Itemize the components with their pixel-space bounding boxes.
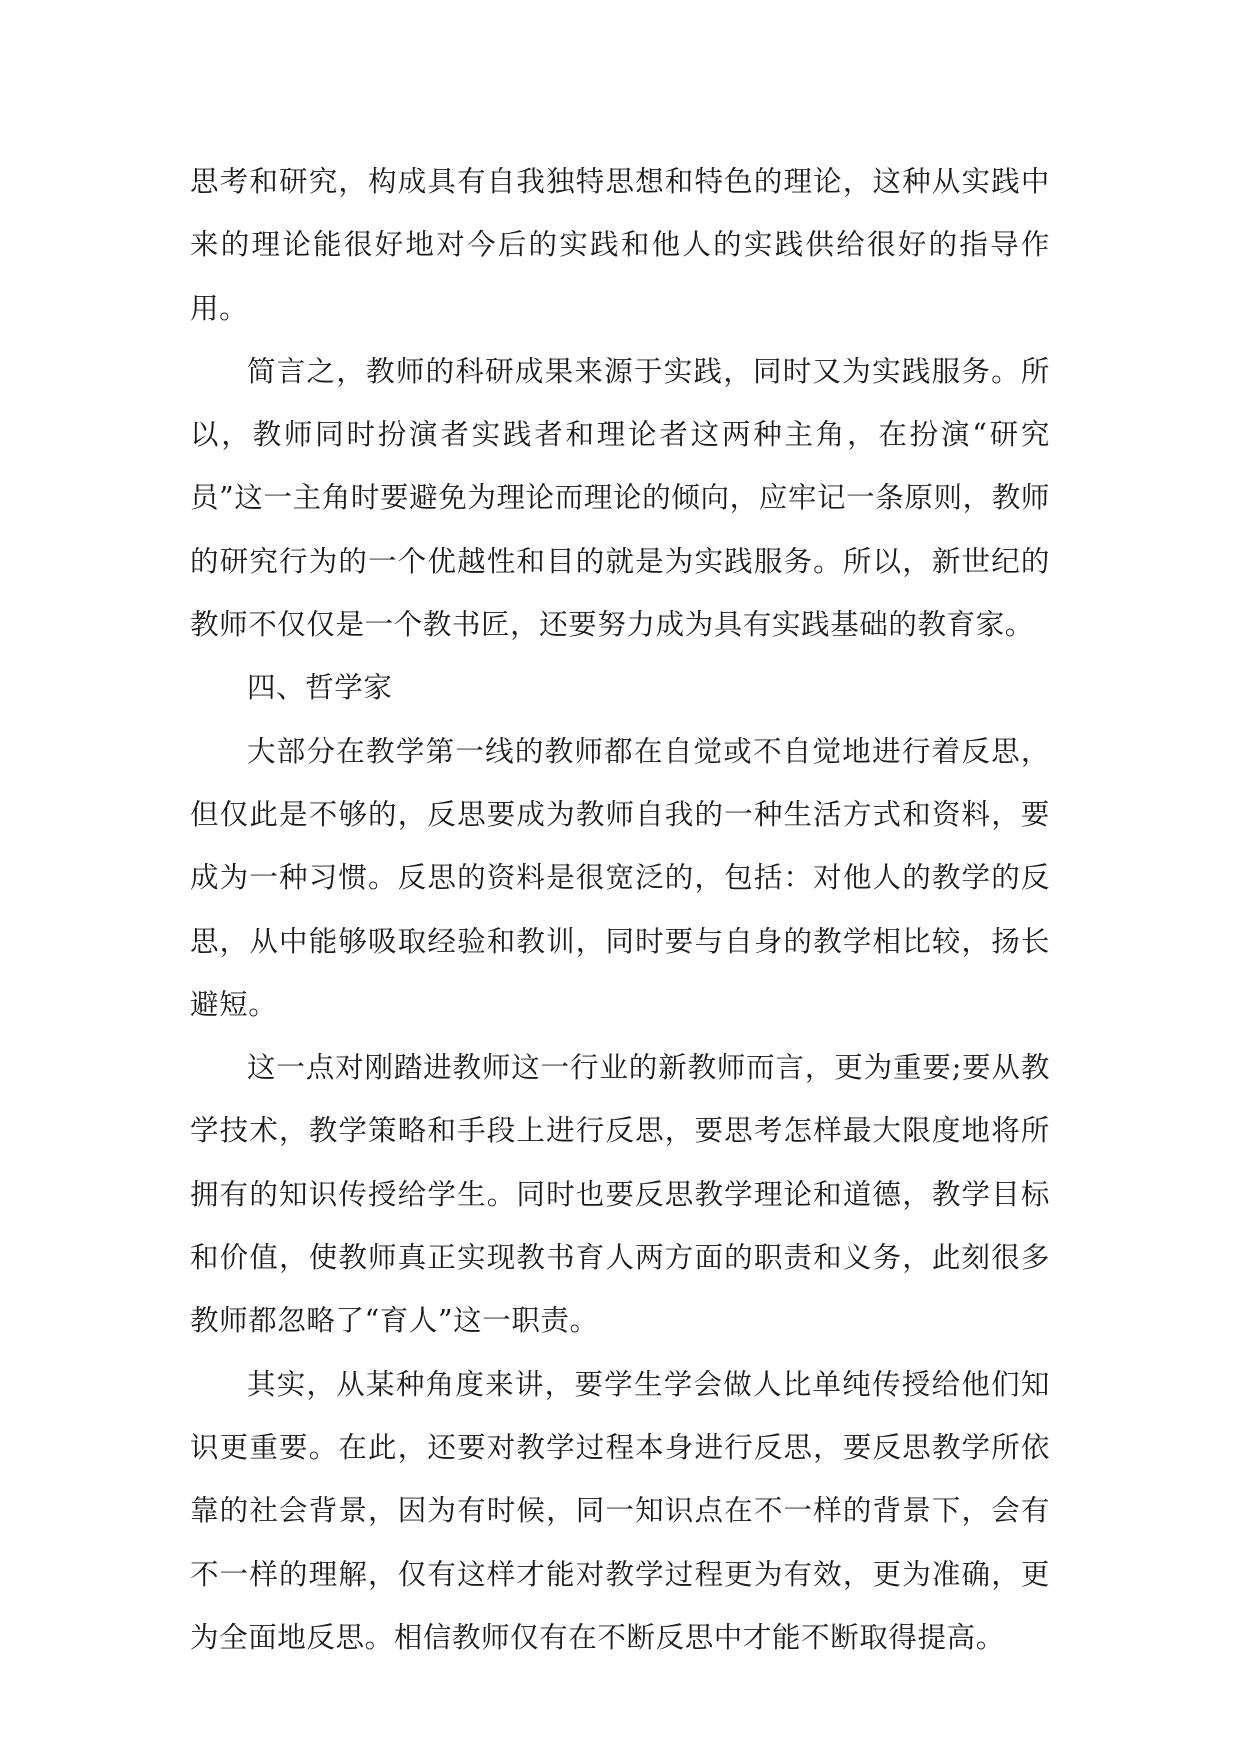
paragraph-new-teachers: 这一点对刚踏进教师这一行业的新教师而言，更为重要;要从教学技术，教学策略和手段上进行反思，要思考怎样最大限度地将所拥有的知识传授给学生。同时也要反思教学理论和道德，教学目标和价值，使教师真正实现教书育人两方面的职责和义务，此刻很多教师都忽略了“育人”这一职责。 — [190, 1051, 1050, 1338]
section-heading-philosopher: 四、哲学家 — [247, 671, 393, 705]
document-body — [190, 150, 1050, 1669]
paragraph-research-summary: 简言之，教师的科研成果来源于实践，同时又为实践服务。所以，教师同时扮演者实践者和理论者这两种主角，在扮演“研究员”这一主角时要避免为理论而理论的倾向，应牢记一条原则，教师的研究行为的一个优越性和目的就是为实践服务。所以，新世纪的教师不仅仅是一个教书匠，还要努力成为具有实践基础的教育家。 — [190, 354, 1050, 642]
paragraph-conclusion: 其实，从某种角度来讲，要学生学会做人比单纯传授给他们知识更重要。在此，还要对教学过程本身进行反思，要反思教学所依靠的社会背景，因为有时候，同一知识点在不一样的背景下，会有不一样的理解，仅有这样才能对教学过程更为有效，更为准确，更为全面地反思。相信教师仅有在不断反思中才能不断取得提高。 — [190, 1367, 1050, 1654]
paragraph-reflection: 大部分在教学第一线的教师都在自觉或不自觉地进行着反思，但仅此是不够的，反思要成为教师自我的一种生活方式和资料，要成为一种习惯。反思的资料是很宽泛的，包括：对他人的教学的反思，从中能够吸取经验和教训，同时要与自身的教学相比较，扬长避短。 — [190, 734, 1050, 1021]
paragraph-continuation: 思考和研究，构成具有自我独特思想和特色的理论，这种从实践中来的理论能很好地对今后的实践和他人的实践供给很好的指导作用。 — [190, 165, 1050, 325]
